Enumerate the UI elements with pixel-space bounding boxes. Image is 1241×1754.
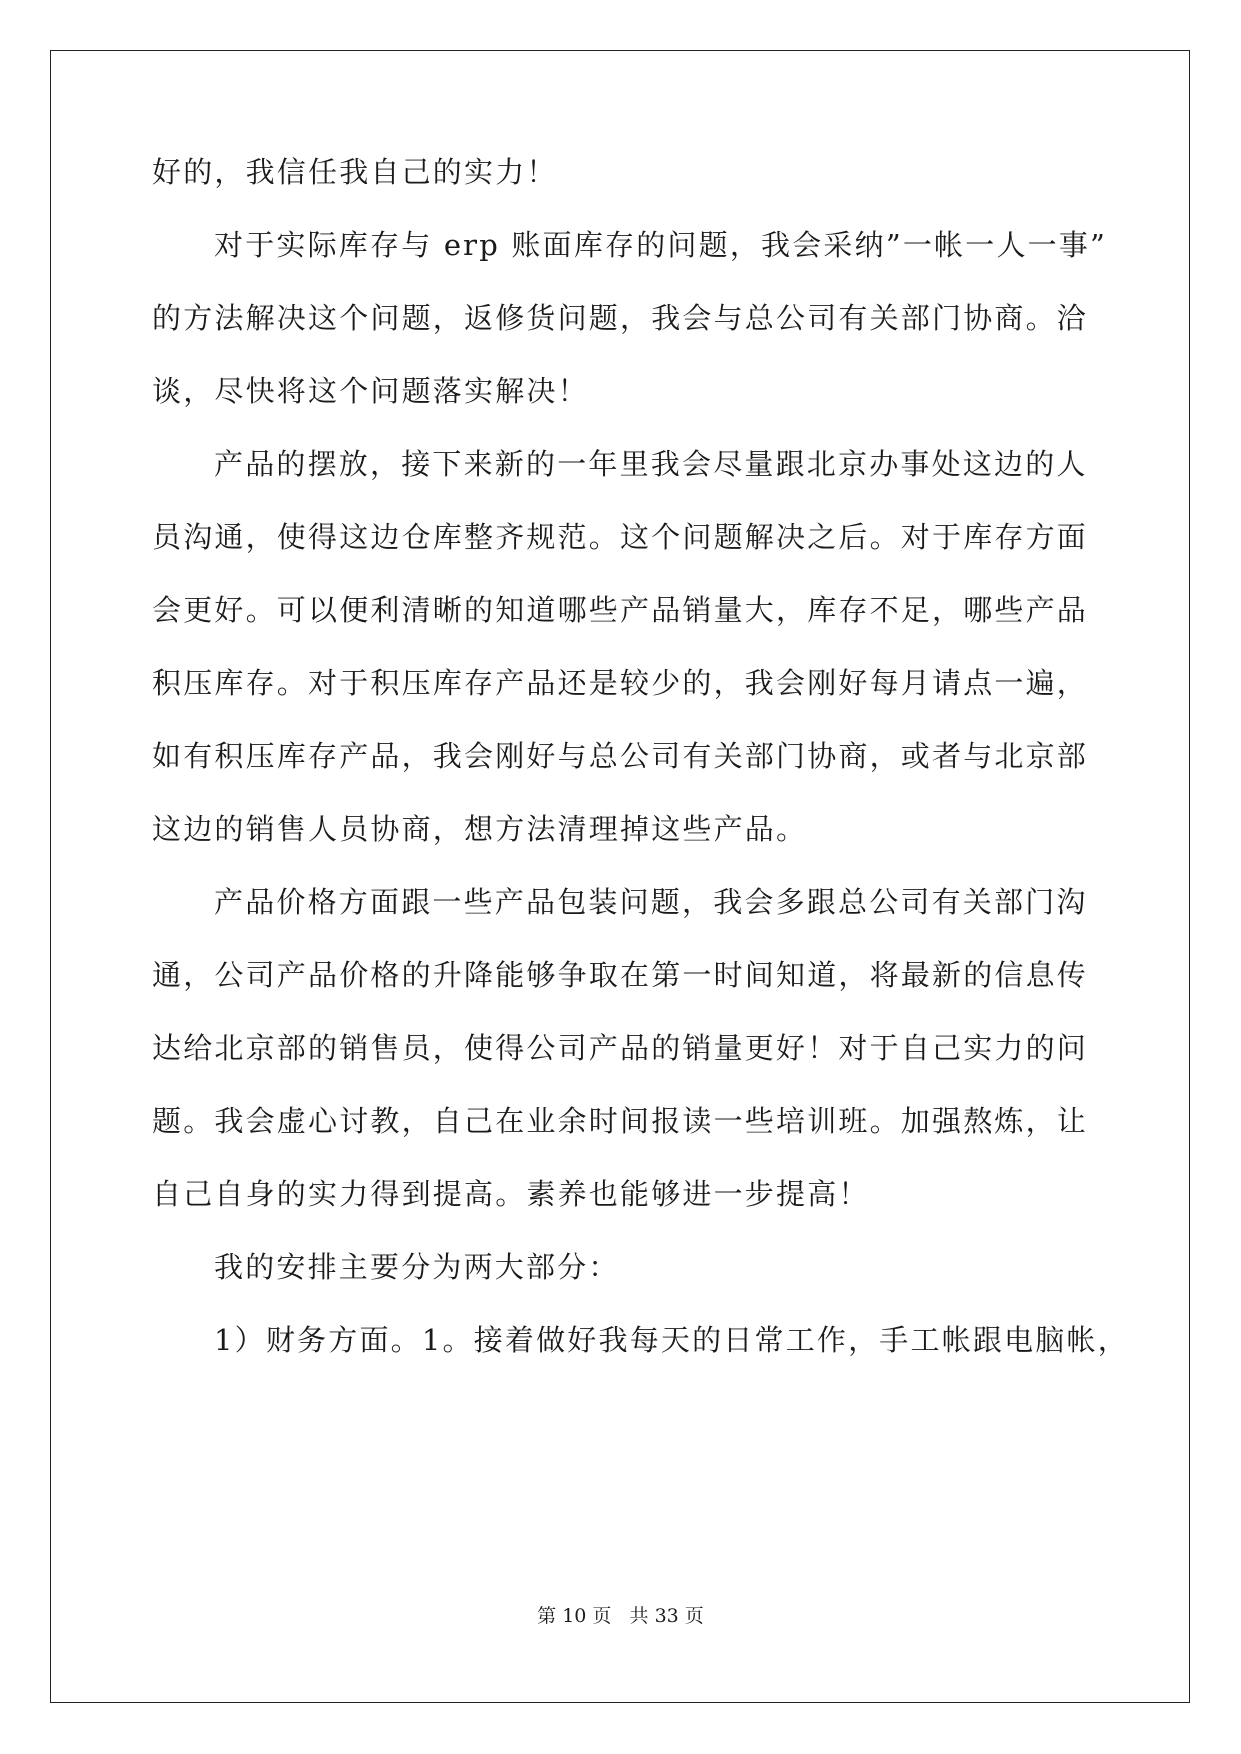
paragraph-start-line-5: 产品的摆放，接下来新的一年里我会尽量跟北京办事处这边的人	[214, 447, 1088, 481]
paragraph-start-line-2: 对于实际库存与 erp 账面库存的问题，我会采纳”一帐一人一事”	[214, 228, 1108, 262]
text-line-6: 员沟通，使得这边仓库整齐规范。这个问题解决之后。对于库存方面	[152, 520, 1089, 554]
text-line-14: 题。我会虚心讨教，自己在业余时间报读一些培训班。加强熬炼，让	[152, 1104, 1089, 1138]
text-line-13: 达给北京部的销售员，使得公司产品的销量更好！对于自己实力的问	[152, 1031, 1089, 1065]
text-line-4: 谈，尽快将这个问题落实解决！	[152, 374, 589, 408]
text-line-7: 会更好。可以便利清晰的知道哪些产品销量大，库存不足，哪些产品	[152, 593, 1089, 627]
page-number-footer: 第 10 页 共 33 页	[537, 1605, 704, 1627]
text-line-15: 自己自身的实力得到提高。素养也能够进一步提高！	[152, 1177, 870, 1211]
paragraph-start-line-11: 产品价格方面跟一些产品包装问题，我会多跟总公司有关部门沟	[214, 885, 1088, 919]
paragraph-start-line-16: 我的安排主要分为两大部分：	[214, 1250, 620, 1284]
text-line-9: 如有积压库存产品，我会刚好与总公司有关部门协商，或者与北京部	[152, 739, 1089, 773]
text-line-12: 通，公司产品价格的升降能够争取在第一时间知道，将最新的信息传	[152, 958, 1089, 992]
paragraph-start-line-17: 1）财务方面。1。接着做好我每天的日常工作，手工帐跟电脑帐，	[214, 1323, 1129, 1357]
text-line-10: 这边的销售人员协商，想方法清理掉这些产品。	[152, 812, 808, 846]
text-line-1: 好的，我信任我自己的实力！	[152, 155, 558, 189]
text-line-8: 积压库存。对于积压库存产品还是较少的，我会刚好每月请点一遍，	[152, 666, 1089, 700]
text-line-3: 的方法解决这个问题，返修货问题，我会与总公司有关部门协商。洽	[152, 301, 1089, 335]
